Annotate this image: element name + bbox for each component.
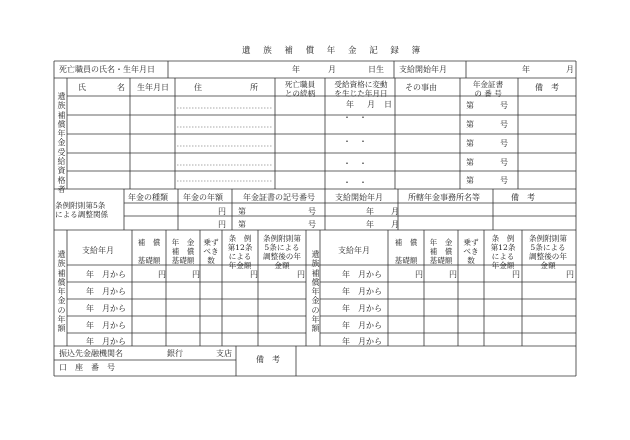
sup-col-pension-amount: 年金の年額	[183, 193, 223, 202]
col-cert-no: 年金証書 の 番 号	[472, 80, 504, 98]
annual-row-label: 年 月から	[342, 321, 382, 330]
birth-year-unit: 年	[292, 65, 300, 74]
cert-suffix: 号	[500, 176, 508, 185]
annual-row-label: 年 月から	[86, 321, 126, 330]
sup-month: 月	[391, 220, 399, 229]
annual-row-label: 年 月から	[86, 287, 126, 296]
annual-col-adjusted: 条例附則第 5条による 調整後の年 金額	[263, 234, 301, 270]
annual-row-label: 年 月から	[86, 270, 126, 279]
cert-suffix: 号	[500, 139, 508, 148]
sup-cert-suffix: 号	[308, 207, 316, 216]
birth-day-unit: 日生	[368, 65, 384, 74]
cert-prefix: 第	[466, 139, 474, 148]
annual-yen: 円	[192, 270, 200, 279]
annual-col-pay-period: 支給年月	[82, 246, 114, 255]
col-reason: その事由	[405, 83, 437, 92]
recipients-section-label: 遺族補償年金受給資格者	[57, 92, 66, 194]
annual-yen: 円	[566, 270, 574, 279]
annual-side-label-left: 遺族補償年金の年額	[57, 250, 66, 334]
annual-col-pension-base: 年 金 補 償 基礎額	[171, 238, 195, 265]
deceased-label: 死亡職員の氏名・生年月日	[59, 65, 155, 74]
birth-month-unit: 月	[328, 65, 336, 74]
annual-col-article12: 条 例 第12条 による 年金額	[227, 234, 253, 270]
sup-col-pension-type: 年金の種類	[128, 193, 168, 202]
col-relationship: 死亡職員 との続柄	[284, 80, 316, 98]
payment-start-year-unit: 年	[522, 65, 530, 74]
col-remarks: 備 考	[535, 83, 559, 92]
sup-year: 年	[366, 220, 374, 229]
annual-col-base-amount: 補 償 基礎額	[137, 238, 161, 265]
sup-yen: 円	[218, 207, 226, 216]
cert-prefix: 第	[466, 176, 474, 185]
cert-prefix: 第	[466, 101, 474, 110]
annual-col-pension-base: 年 金 補 償 基礎額	[429, 238, 453, 265]
sup-yen: 円	[218, 220, 226, 229]
annual-row-label: 年 月から	[342, 287, 382, 296]
change-date-dots: ・ ・	[343, 159, 367, 168]
payment-start-label: 支給開始年月	[399, 65, 447, 74]
annual-side-label-right: 遺族補償年金の年額	[311, 250, 320, 334]
annual-yen: 円	[512, 270, 520, 279]
sup-col-office: 所轄年金事務所名等	[408, 193, 480, 202]
payment-start-month-unit: 月	[566, 65, 574, 74]
annual-col-multiplier: 乗ず べき 数	[463, 238, 479, 265]
col-change-date: 受給資格に変動 を生じた年月日	[334, 80, 388, 98]
col-address-1: 住	[194, 83, 202, 92]
change-date-day: 日	[384, 100, 392, 109]
cert-suffix: 号	[500, 101, 508, 110]
sup-cert-prefix: 第	[238, 207, 246, 216]
annual-col-article12: 条 例 第12条 による 年金額	[490, 234, 516, 270]
annual-col-base-amount: 補 償 基礎額	[394, 238, 418, 265]
cert-prefix: 第	[466, 120, 474, 129]
annual-yen: 円	[250, 270, 258, 279]
change-date-year: 年	[346, 100, 354, 109]
annual-col-pay-period: 支給年月	[338, 246, 370, 255]
annual-yen: 円	[297, 270, 305, 279]
annual-col-multiplier: 乗ず べき 数	[203, 238, 219, 265]
annual-row-label: 年 月から	[342, 270, 382, 279]
account-number-label: 口 座 番 号	[59, 363, 115, 372]
col-name-2: 名	[117, 83, 125, 92]
annual-row-label: 年 月から	[86, 304, 126, 313]
bank-remarks-label: 備 考	[256, 355, 280, 364]
col-address-2: 所	[250, 83, 258, 92]
sup-year: 年	[366, 207, 374, 216]
cert-suffix: 号	[500, 120, 508, 129]
annual-col-adjusted: 条例附則第 5条による 調整後の年 金額	[529, 234, 567, 270]
change-date-dots: ・ ・	[343, 137, 367, 146]
sup-month: 月	[391, 207, 399, 216]
col-birthdate: 生年月日	[137, 83, 169, 92]
change-date-dots: ・ ・	[343, 178, 367, 187]
supplementary-side-label: 条例附則第5条 による調整関係	[55, 201, 109, 219]
branch-suffix: 支店	[216, 349, 232, 358]
sup-cert-prefix: 第	[238, 220, 246, 229]
sup-col-cert-number: 年金証書の記号番号	[243, 193, 315, 202]
annual-row-label: 年 月から	[86, 337, 126, 346]
change-date-dots: ・ ・	[343, 113, 367, 122]
form-title: 遺 族 補 償 年 金 記 録 簿	[242, 46, 426, 56]
sup-col-remarks: 備 考	[511, 193, 535, 202]
change-date-month: 月	[367, 100, 375, 109]
bank-suffix: 銀行	[167, 349, 183, 358]
col-name-1: 氏	[78, 83, 86, 92]
sup-col-start-month: 支給開始年月	[335, 193, 383, 202]
cert-suffix: 号	[500, 158, 508, 167]
annual-yen: 円	[449, 270, 457, 279]
annual-row-label: 年 月から	[342, 337, 382, 346]
annual-yen: 円	[415, 270, 423, 279]
annual-yen: 円	[158, 270, 166, 279]
annual-row-label: 年 月から	[342, 304, 382, 313]
bank-institution-label: 振込先金融機関名	[59, 349, 123, 358]
sup-cert-suffix: 号	[308, 220, 316, 229]
cert-prefix: 第	[466, 158, 474, 167]
